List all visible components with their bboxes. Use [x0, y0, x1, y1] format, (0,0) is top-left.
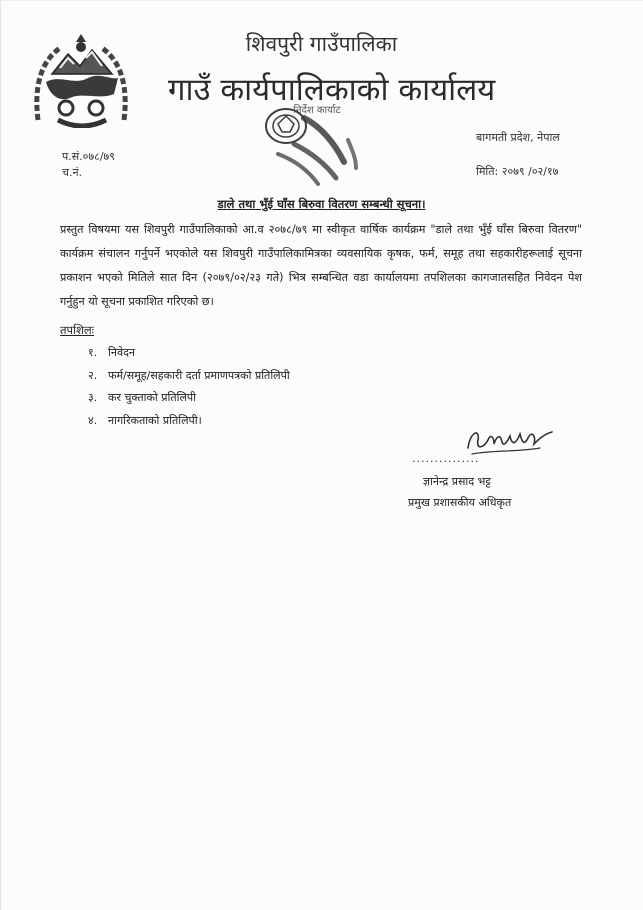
signer-name: ज्ञानेन्द्र प्रसाद भट्ट	[423, 475, 491, 488]
dispatch-number: च.नं.	[62, 166, 83, 179]
reference-number: प.सं.०७८/७९	[62, 150, 115, 163]
list-item-text: निवेदन	[108, 346, 136, 359]
list-item-text: नागरिकताको प्रतिलिपी।	[108, 413, 202, 427]
municipality-name: शिवपुरी गाउँपालिका	[245, 32, 398, 56]
list-item	[88, 410, 290, 433]
notice-subject: डाले तथा भुँई घाँस बिरुवा वितरण सम्बन्धी सूचना।	[217, 197, 426, 211]
list-item	[88, 365, 290, 388]
list-item-number: ३.	[88, 391, 98, 404]
notice-body: प्रस्तुत विषयमा यस शिवपुरी गाउँपालिकाको आ.व २०७८/७९ मा स्वीकृत वार्षिक कार्यक्रम "डाले तथा भुँई घाँस बिरुवा वितरण" कार्यक्रम संचालन गर्नुपर्ने भएकोले यस शिवपुरी गाउँपालिकामित्रका व्यवसायिक कृषक, फर्म, समूह तथा सहकारीहरूलाई सूचना प्रकाशन भएको मितिले सात दिन (२०७९/०२/२३ गते) भित्र सम्बन्धित वडा कार्यालयमा तपशिलका कागजातसहित निवेदन पेश गर्नुहुन यो सूचना प्रकाशित गरिएको छ।	[60, 223, 582, 308]
stamp-top-text: निर्देश कार्याट	[293, 105, 341, 116]
address: बागमती प्रदेश, नेपाल	[476, 131, 560, 144]
list-item	[88, 387, 290, 410]
office-name: गाउँ कार्यपालिकाको कार्यालय	[168, 72, 496, 108]
details-heading: तपशिलः	[60, 323, 95, 337]
list-item-text: फर्म/समूह/सहकारी दर्ता प्रमाणपत्रको प्रतिलिपी	[108, 368, 290, 382]
details-list	[88, 342, 290, 432]
list-item-number: २.	[88, 368, 98, 382]
notice-date: मिति: २०७९ /०२/१७	[476, 165, 559, 178]
list-item	[88, 342, 290, 365]
list-item-number: १.	[88, 346, 98, 359]
signer-title: प्रमुख प्रशासकीय अधिकृत	[408, 496, 512, 509]
list-item-text: कर चुक्ताको प्रतिलिपी	[108, 391, 197, 404]
signature-line: ...............	[412, 452, 480, 465]
list-item-number: ४.	[88, 413, 98, 427]
